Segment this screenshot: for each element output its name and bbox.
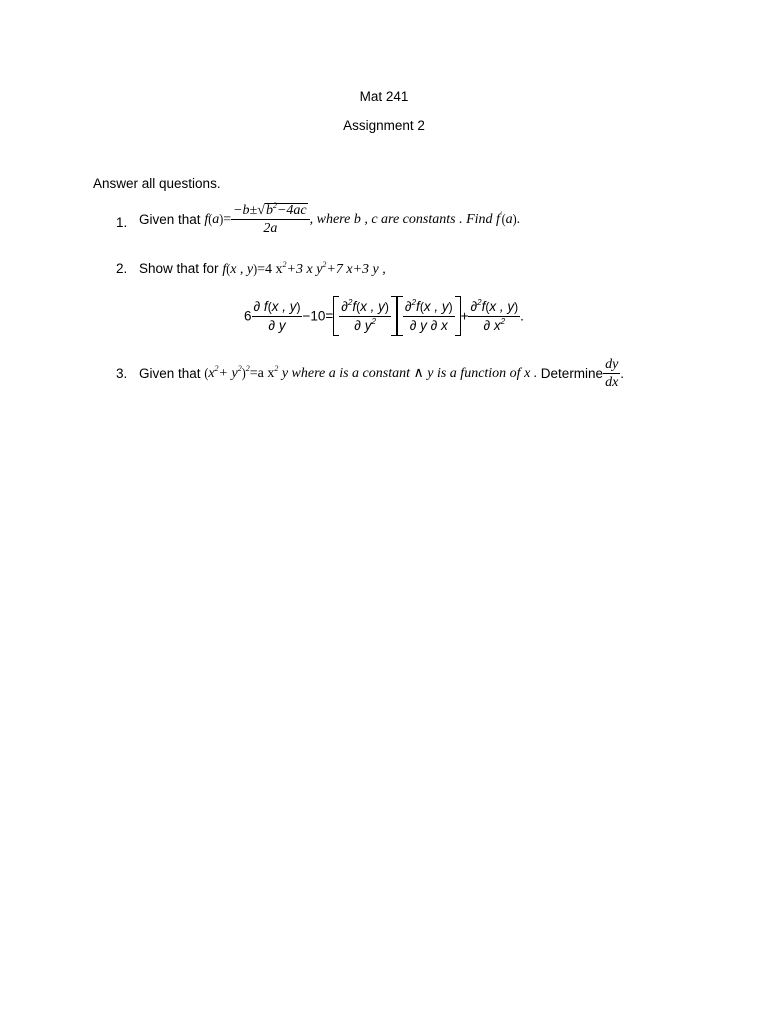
q1-tail: , where b , c are constants . Find (309, 211, 493, 227)
q2-d2-den: ∂ y (354, 318, 372, 333)
q2-d1-den: ∂ y (268, 318, 286, 333)
q2-d4-args: x , y (489, 299, 515, 314)
q2-d3-num-f: f (416, 299, 420, 314)
q2-d3-num-pre: ∂ (404, 299, 412, 314)
q2-rhs-mid: +3 x y (286, 262, 323, 277)
q3-rhs: =a x (249, 366, 275, 381)
q3-end: . (620, 366, 625, 381)
q3-rhs-exp: 2 (274, 364, 279, 373)
q2-d4-num-pre: ∂ (470, 299, 478, 314)
q3-x: x (208, 366, 215, 381)
question-2-display-equation (244, 296, 524, 336)
q2-d2-args: x , y (360, 299, 385, 314)
q2-rhs: =4 x (257, 262, 283, 277)
q2-d2-num-f: f (352, 299, 357, 314)
question-3-number: 3. (116, 366, 128, 381)
q1-sqrt-exp: 2 (272, 201, 277, 210)
q1-tail-c: c (371, 211, 378, 227)
q2-d4-num-f: f (481, 299, 486, 314)
q2-d4-num-exp: 2 (477, 298, 482, 307)
course-title: Mat 241 (359, 89, 409, 104)
q2-d3-args: x , y (423, 299, 449, 314)
question-3 (139, 357, 624, 390)
question-1-math: f(a)= $\frac{-b\pm√b^2-4ac}{2a}$ , where b , c are constants . Find f′(a). (204, 201, 521, 236)
q2-d4-den-exp: 2 (500, 317, 506, 326)
q2-lhs-fn: f (222, 262, 227, 277)
q2-frac-4: $\frac{\partial^2f(x , y)}{\partial x^2}$ (470, 298, 519, 333)
assignment-title: Assignment 2 (343, 118, 425, 133)
q3-rhs-rest: y where a is a constant ∧ y is a function of x . (281, 366, 538, 381)
q1-fraction: $\frac{-b\pm√b^2-4ac}{2a}$ (231, 203, 310, 236)
q1-fprime-arg: a (505, 211, 513, 227)
q1-fn: f (204, 211, 209, 227)
question-2-math: f(x , y)=4 $x^2+3$ x $y^2+7$ x+3 y , (222, 260, 386, 277)
q2-d3-den: ∂ y ∂ x (409, 318, 448, 333)
q2-rhs-exp2: 2 (322, 260, 327, 269)
q1-sqrt-b: b (265, 203, 273, 218)
q1-num-pre: −b± (233, 203, 258, 218)
q3-dx: dx (605, 375, 619, 390)
q2-frac-2: $\frac{\partial^2f(x , y)}{\partial y^2}$ (341, 298, 389, 333)
question-1 (139, 203, 520, 236)
q2-end: . (520, 308, 524, 324)
q2-rhs-exp1: 2 (282, 260, 287, 269)
q2-d4-den: ∂ x (483, 318, 501, 333)
q1-den: 2a (263, 221, 278, 236)
q1-prime: ′ (499, 209, 502, 219)
question-1-lead: Given that (139, 212, 201, 227)
q3-dydx-fraction (603, 357, 620, 390)
q1-sqrt-rest: −4ac (276, 203, 307, 218)
q1-end: . (516, 211, 521, 227)
q3-x-exp: 2 (214, 364, 219, 373)
q2-minus: −10= (302, 308, 334, 324)
q1-tail-b: b (353, 211, 361, 227)
q2-d3-num-exp: 2 (411, 298, 417, 307)
q2-lhs-args: x , y (230, 262, 254, 277)
instructions: Answer all questions. (93, 176, 221, 191)
q1-fprime: f (496, 211, 500, 227)
question-3-determine: Determine (540, 366, 604, 381)
question-2-lead: Show that for (139, 261, 219, 276)
question-2-number: 2. (116, 261, 128, 276)
q1-tail-rest: are constants . Find (381, 211, 493, 227)
q2-plus: + (460, 308, 469, 324)
question-3-math: $(x^2+ y^2)^2=a$ $x^2$ y where a is a constant ∧ y is a function of x . (204, 364, 538, 381)
q1-arg: a (212, 211, 220, 227)
q3-plus: + y (218, 366, 238, 381)
q2-coef: 6 (244, 308, 252, 324)
q1-eq: = (223, 211, 232, 227)
q2-frac-1: $\frac{\partial f(x , y)}{\partial y}$ (253, 299, 301, 333)
q3-outer-exp: 2 (245, 364, 250, 373)
q3-y-exp: 2 (237, 364, 242, 373)
question-3-lead: Given that (139, 366, 201, 381)
q2-rhs-end: +7 x+3 y , (326, 262, 386, 277)
q2-d2-den-exp: 2 (371, 317, 376, 326)
q2-d2-num-pre: ∂ (341, 299, 348, 314)
q2-d1-num: ∂ f (253, 299, 268, 314)
q2-d2-num-exp: 2 (347, 298, 353, 307)
question-2 (139, 261, 386, 278)
question-1-number: 1. (116, 215, 128, 230)
q2-frac-3: $\frac{\partial^2f(x , y)}{\partial y \partial x}$ (404, 298, 453, 333)
q2-d1-args: x , y (271, 299, 297, 314)
q3-dy: dy (605, 357, 619, 372)
